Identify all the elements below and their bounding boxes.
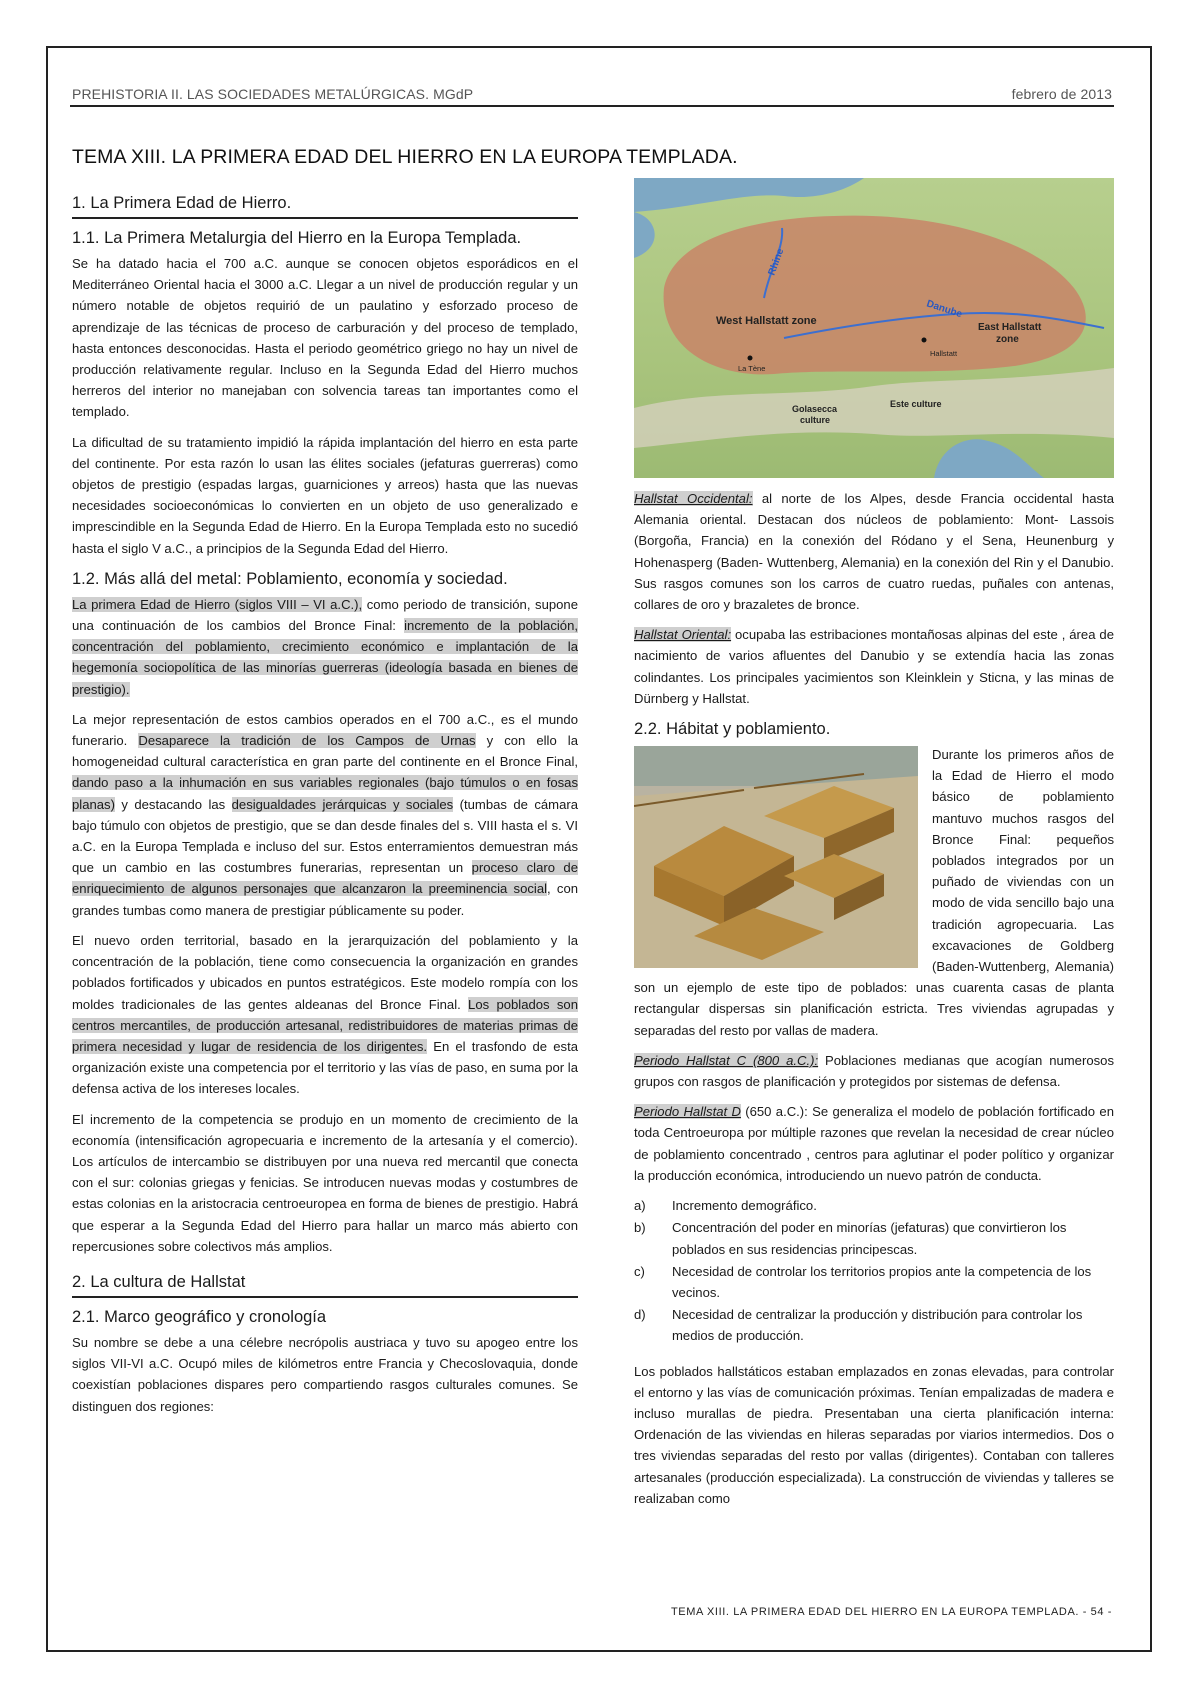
- list-item: [634, 1217, 1114, 1259]
- map-label-east-zone: East Hallstatt: [978, 322, 1042, 333]
- map-label-golasecca: Golasecca: [792, 404, 838, 414]
- section-1-heading: 1. La Primera Edad de Hierro.: [72, 192, 578, 219]
- text-run: y con ello la homogeneidad cultural característica en gran parte del continente en el Bronce Final,: [72, 733, 578, 770]
- paragraph: Los poblados hallstáticos estaban emplazados en zonas elevadas, para controlar el entorno y las vías de comunicación próximas. Tenían empalizadas de madera e incluso murallas de piedra. Presentaban una cierta planificación interna: Ordenación de las viviendas en hileras separadas por viarios intermedios. Dos o tres viviendas separadas del resto por vallas (dirigentes). Contaban con talleres artesanales (producción especializada). La construcción de viviendas y talleres se realizaban como: [634, 1363, 1114, 1506]
- map-label-rhine: Rhine: [766, 247, 787, 278]
- highlighted-text: La primera Edad de Hierro (siglos VIII – VI a.C.),: [72, 596, 363, 612]
- hallstatt-map-drawing: [634, 178, 1114, 478]
- map-label-east-zone-2: zone: [996, 334, 1019, 345]
- list-item-text: Concentración del poder en minorías (jefaturas) que convirtieron los poblados en sus residencias principescas.: [672, 1220, 1067, 1257]
- list-item-text: Necesidad de centralizar la producción y distribución para controlar los medios de producción.: [672, 1307, 1083, 1344]
- paragraph: [72, 594, 578, 700]
- list-item: [634, 1304, 1114, 1346]
- term-label: Periodo Hallstat D: [634, 1104, 741, 1120]
- text-run: como periodo de transición, supone una continuación de los cambios del Bronce Final:: [72, 596, 578, 634]
- map-label-golasecca-2: culture: [800, 415, 831, 425]
- settlement-reconstruction-drawing: [634, 746, 918, 968]
- paragraph: [72, 930, 578, 1100]
- text-run: (650 a.C.):: [740, 1104, 808, 1120]
- highlighted-text: proceso claro de enriquecimiento de algunos personajes que alcanzaron la preeminencia social: [72, 860, 578, 897]
- paragraph: [634, 1101, 1114, 1186]
- map-label-danube: Danube: [925, 298, 964, 321]
- left-column: [72, 192, 578, 1426]
- map-label-west-zone: West Hallstatt zone: [716, 315, 817, 327]
- map-label-la-tene: La Tène: [738, 364, 766, 373]
- running-header: [72, 86, 1112, 106]
- header-rule: [70, 105, 1114, 107]
- reasons-list: [634, 1195, 1114, 1346]
- hallstatt-site-marker: [922, 338, 927, 343]
- list-marker: b): [634, 1220, 646, 1236]
- paragraph: El incremento de la competencia se produjo en un momento de crecimiento de la economía (intensificación agropecuaria e incremento de la artesanía y el comercio). Los artículos de intercambio se distribuyen por una nueva red mercantil que conecta con el sur: colonias griegas y fenicias. Se introducen nuevas modas y costumbres de estas colonias en la aristocracia centroeuropea en forma de bienes de prestigio. Habrá que esperar a la Segunda Edad del Hierro para hallar un marco más abierto con repercusiones sobre colectivos más amplios.: [72, 1111, 578, 1254]
- map-label-hallstatt: Hallstatt: [930, 349, 958, 358]
- page-footer: TEMA XIII. LA PRIMERA EDAD DEL HIERRO EN LA EUROPA TEMPLADA. - 54 -: [670, 1606, 1112, 1618]
- list-marker: c): [634, 1263, 645, 1279]
- settlement-reconstruction-image: [634, 746, 918, 968]
- text-run: (tumbas de cámara bajo túmulo con objetos de prestigio, que se dan desde finales del s. VIII hasta el s. VI a.C. en la Europa Templada e incluso del sur. Estos enterramientos demuestran más que un cambio en las costumbres funerarias, representan un: [72, 796, 579, 876]
- hallstatt-map-image: [634, 178, 1114, 478]
- paragraph: Se ha datado hacia el 700 a.C. aunque se conocen objetos esporádicos en el Mediterráneo Oriental hacia el 3000 a.C. Llegar a un nivel de producción regular y un número notable de objetos requirió de un paulatino y esforzado proceso de aprendizaje de las técnicas de proceso de carburación y del proceso de templado, hasta entonces desconocidas. Hasta el periodo geométrico griego no hay un nivel de producción relativamente regular. Incluso en la Segunda Edad del Hierro muchos herreros del interior no manejaban con solvencia tareas tan importantes como el templado.: [72, 256, 578, 420]
- highlighted-text: Desaparece la tradición de los Campos de Urnas: [138, 733, 476, 749]
- term-label: Hallstat Oriental:: [634, 627, 732, 643]
- text-run: En el trasfondo de esta organización existe una competencia por el territorio y las vías de paso, en suma por la defensa activa de los intereses locales.: [72, 1038, 578, 1097]
- list-item: [634, 1261, 1114, 1303]
- text-run: Poblaciones medianas que acogían numerosos grupos con rasgos de planificación y protegidos por sistemas de defensa.: [634, 1052, 1114, 1090]
- highlighted-text: Los poblados son centros mercantiles, de producción artesanal, redistribuidores de materias primas de primera necesidad y lugar de residencia de los dirigentes.: [72, 996, 578, 1054]
- highlighted-text: incremento de la población, concentración del poblamiento, crecimiento económico e implantación de la hegemonía sociopolítica de las minorías guerreras (ideología basada en bienes de prestigio).: [72, 618, 578, 697]
- section-1-1-heading: 1.1. La Primera Metalurgia del Hierro en la Europa Templada.: [72, 229, 522, 247]
- paragraph: [634, 624, 1114, 709]
- text-run: ocupaba las estribaciones montañosas alpinas del este , área de nacimiento de varios afluentes del Danubio y se extendía hacia las zonas colindantes. Los principales yacimientos son Kleinklein y Sticna, y las minas de Dürnberg y Hallstat.: [634, 627, 1114, 706]
- paragraph: La dificultad de su tratamiento impidió la rápida implantación del hierro en esta parte del continente. Por esta razón lo usan las élites sociales (jefaturas guerreras) como objetos de prestigio (espadas largas, guarniciones y arreos) hasta que las nuevas necesidades socioeconómicas lo convierten en un objeto de uso generalizado e imprescindible en la Segunda Edad de Hierro. En la Europa Templada esto no sucedió hasta el siglo V a.C., a principios de la Segunda Edad del Hierro.: [72, 434, 578, 556]
- paragraph: [72, 709, 578, 921]
- header-course-title: PREHISTORIA II. LAS SOCIEDADES METALÚRGICAS. MGdP: [72, 86, 474, 102]
- page-title: TEMA XIII. LA PRIMERA EDAD DEL HIERRO EN LA EUROPA TEMPLADA.: [72, 146, 738, 168]
- text-run: El nuevo orden territorial, basado en la jerarquización del poblamiento y la concentración de la población, tiene como consecuencia la organización en grandes poblados fortificados y ubicados en puntos estratégicos. Este modelo rompía con los moldes tradicionales de las gentes aldeanas del Bronce Final.: [72, 932, 578, 1012]
- header-date: febrero de 2013: [1011, 86, 1112, 102]
- list-marker: a): [634, 1198, 646, 1214]
- paragraph: Durante los primeros años de la Edad de Hierro el modo básico de poblamiento mantuvo muchos rasgos del Bronce Final: pequeños poblados integrados por un puñado de viviendas con un modo de vida sencillo bajo una tradición agropecuaria. Las excavaciones de Goldberg (Baden-Wuttenberg, Alemania) son un ejemplo de este tipo de poblados: unas cuarenta casas de planta rectangular dispersas sin planificación estricta. Tres viviendas agrupadas y separadas del resto por vallas de madera.: [634, 747, 1114, 1038]
- section-2-2-heading: 2.2. Hábitat y poblamiento.: [634, 720, 831, 739]
- la-tene-site-marker: [748, 356, 753, 361]
- text-run: La mejor representación de estos cambios operados en el 700 a.C., es el mundo funerario.: [72, 711, 578, 749]
- map-label-este: Este culture: [890, 399, 942, 409]
- list-item: [634, 1195, 1114, 1216]
- highlighted-text: dando paso a la inhumación en sus variables regionales (bajo túmulos o en fosas planas): [72, 775, 578, 812]
- paragraph: [634, 488, 1114, 615]
- paragraph: [634, 1050, 1114, 1092]
- text-run: , con grandes tumbas como manera de prestigiar públicamente su poder.: [72, 881, 579, 918]
- list-item-text: Incremento demográfico.: [672, 1198, 817, 1214]
- section-2-heading: 2. La cultura de Hallstat: [72, 1271, 578, 1298]
- right-column: [634, 178, 1114, 1518]
- section-1-2-heading: 1.2. Más allá del metal: Poblamiento, economía y sociedad.: [72, 569, 508, 588]
- section-2-1-heading: 2.1. Marco geográfico y cronología: [72, 1307, 327, 1326]
- list-marker: d): [634, 1307, 646, 1323]
- list-item-text: Necesidad de controlar los territorios propios ante la competencia de los vecinos.: [672, 1263, 1092, 1300]
- term-label: Hallstat Occidental:: [634, 491, 753, 506]
- highlighted-text: desigualdades jerárquicas y sociales: [231, 796, 454, 812]
- text-run: y destacando las: [114, 796, 232, 812]
- text-run: al norte de los Alpes, desde Francia occidental hasta Alemania oriental. Destacan dos núcleos de poblamiento: Mont- Lassois (Borgoña, Francia) en la conexión del Ródano y el Sena, Heunenburg y Hohenasperg (Baden- Wuttenberg, Alemania) en la conexión del Rin y el Danubio. Sus rasgos comunes son los carros de cuatro ruedas, puñales con antenas, collares de oro y brazaletes de bronce.: [634, 491, 1114, 613]
- paragraph: Su nombre se debe a una célebre necrópolis austriaca y tuvo su apogeo entre los siglos VII-VI a.C. Ocupó miles de kilómetros entre Francia y Checoslovaquia, donde coexistían poblaciones dispares pero compartiendo rasgos culturales comunes. Se distinguen dos regiones:: [72, 1334, 578, 1414]
- term-label: Periodo Hallstat C (800 a.C.):: [634, 1052, 819, 1068]
- text-run: Se generaliza el modelo de población fortificado en toda Centroeuropa por múltiple razones que revelan la necesidad de crear núcleo de poblamiento concentrado , centros para aglutinar el poder político y organizar la producción económica, introduciendo un nuevo patrón de conducta.: [634, 1104, 1114, 1183]
